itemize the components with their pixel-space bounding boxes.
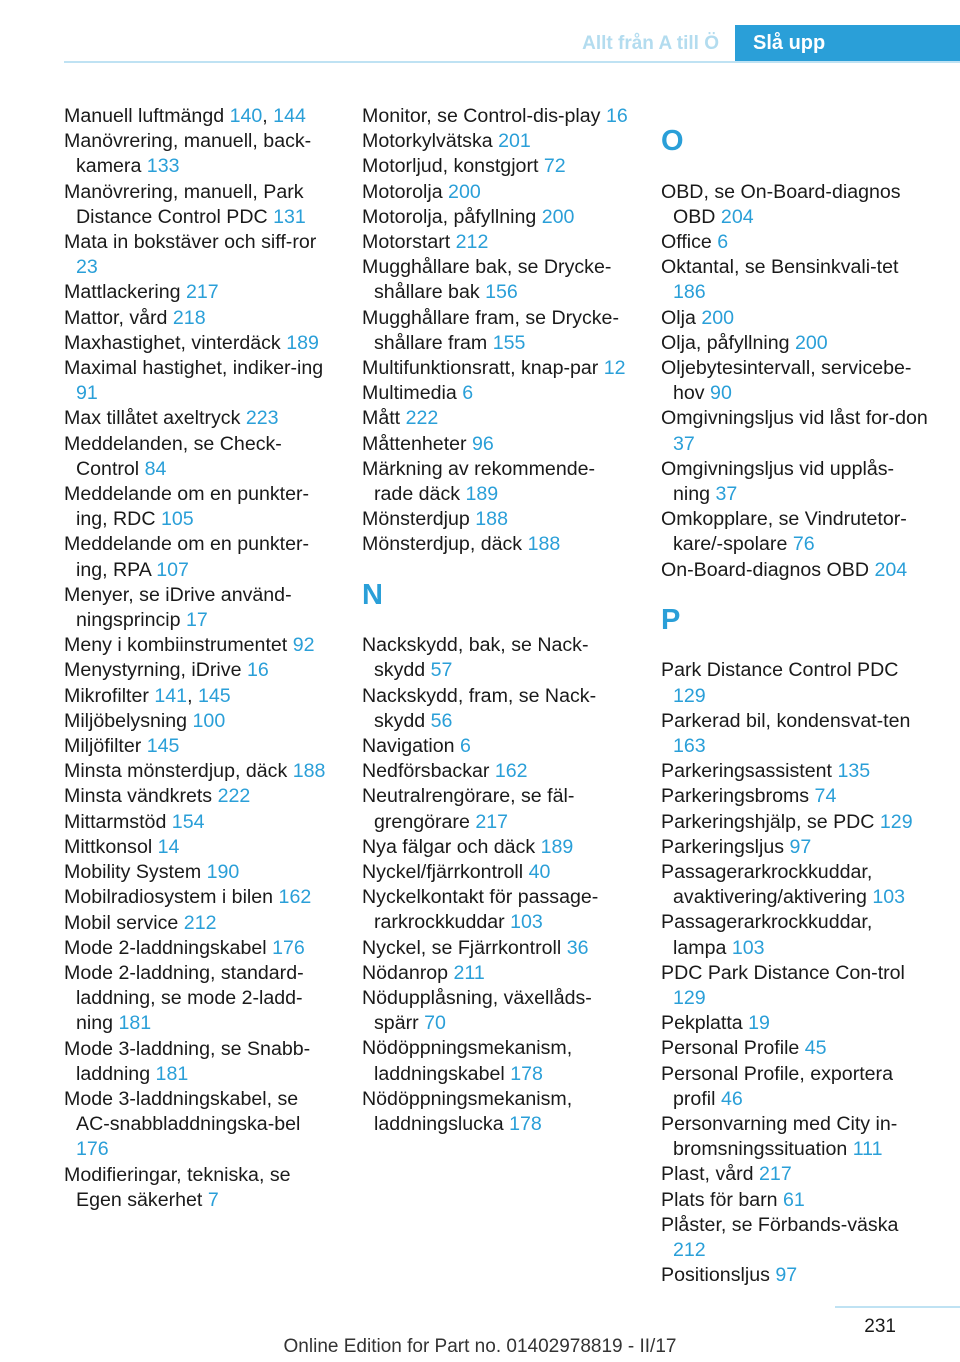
page-link[interactable]: 189 xyxy=(540,835,574,858)
page-link[interactable]: 140 xyxy=(229,105,263,127)
index-entry xyxy=(64,406,334,431)
index-entry xyxy=(661,910,931,960)
index-term: Mobil service xyxy=(64,911,179,934)
page-link[interactable]: 57 xyxy=(430,659,453,682)
index-entry xyxy=(64,961,334,1037)
page-link[interactable]: 90 xyxy=(710,382,732,405)
index-entry xyxy=(661,961,931,1011)
index-term: Motorljud, konstgjort xyxy=(362,155,539,178)
page-link[interactable]: 162 xyxy=(494,760,528,783)
index-term: Nödanrop xyxy=(362,961,449,984)
page-link[interactable]: 105 xyxy=(160,508,194,531)
index-entry xyxy=(661,759,931,784)
index-term: Nödupplåsning, växellåds-spärr xyxy=(362,987,592,1035)
page-link[interactable]: 181 xyxy=(118,1012,152,1035)
page-link[interactable]: 61 xyxy=(782,1188,805,1211)
header-rule xyxy=(64,61,960,63)
index-term: Märkning av rekommende-rade däck xyxy=(362,457,596,506)
index-entry xyxy=(362,784,632,834)
page-link[interactable]: 72 xyxy=(543,155,566,178)
page-link[interactable]: 212 xyxy=(673,1239,706,1262)
index-entry xyxy=(64,532,334,582)
section-title[interactable]: Allt från A till Ö xyxy=(566,25,735,62)
index-term: Måttenheter xyxy=(362,432,467,455)
index-entry xyxy=(64,180,334,230)
page-link[interactable]: 188 xyxy=(527,533,561,556)
index-entry xyxy=(661,784,931,809)
page-link[interactable]: 111 xyxy=(852,1138,883,1161)
page-link[interactable]: 222 xyxy=(405,407,439,430)
page-link[interactable]: 45 xyxy=(804,1037,827,1060)
index-term: Olja xyxy=(661,306,696,329)
page-link[interactable]: 200 xyxy=(794,331,828,354)
index-entry xyxy=(661,1188,931,1213)
index-entry xyxy=(661,507,931,557)
index-entry xyxy=(362,961,632,986)
index-entry xyxy=(64,356,334,406)
index-term: Nödöppningsmekanism, laddningskabel xyxy=(362,1037,573,1085)
page-number: 231 xyxy=(864,1316,896,1337)
page-link[interactable]: 129 xyxy=(879,810,913,833)
index-entry xyxy=(64,230,334,280)
page-link[interactable]: 162 xyxy=(278,886,312,909)
index-term: Max tillåtet axeltryck xyxy=(64,407,241,430)
index-term: Personal Profile xyxy=(661,1037,800,1060)
index-term: Nedförsbackar xyxy=(362,760,490,783)
page-link[interactable]: 163 xyxy=(673,735,706,758)
index-term: Nyckel, se Fjärrkontroll xyxy=(362,936,562,959)
index-term: Navigation xyxy=(362,735,455,758)
page-link[interactable]: 103 xyxy=(731,936,765,959)
page-link[interactable]: 37 xyxy=(715,483,738,506)
index-term: Miljöbelysning xyxy=(64,709,188,732)
index-entry xyxy=(64,885,334,910)
index-entry xyxy=(661,558,931,583)
index-term: Oljebytesintervall, servicebe-hov xyxy=(661,357,912,405)
index-entry xyxy=(64,759,334,784)
index-entry xyxy=(661,1213,931,1263)
index-term: Passagerarkrockkuddar, avaktivering/aktivering xyxy=(661,861,873,909)
index-term: On-Board-diagnos OBD xyxy=(661,558,870,581)
index-entry xyxy=(362,154,632,179)
index-term: Meddelande om en punkter-ing, RPA xyxy=(64,533,310,581)
index-term: Manövrering, manuell, back-kamera xyxy=(64,130,312,178)
index-term: Parkeringshjälp, se PDC xyxy=(661,810,875,833)
index-term: Mode 3-laddning, se Snabb-laddning xyxy=(64,1037,311,1085)
page-link[interactable]: 223 xyxy=(245,407,279,430)
index-entry xyxy=(362,306,632,356)
index-entry xyxy=(661,835,931,860)
index-term: Passagerarkrockkuddar, lampa xyxy=(661,911,873,959)
page-link[interactable]: 16 xyxy=(246,659,269,682)
index-term: Oktantal, se Bensinkvali-tet xyxy=(661,256,899,279)
index-term: Mittkonsol xyxy=(64,835,153,858)
index-entry xyxy=(362,759,632,784)
index-entry xyxy=(64,482,334,532)
index-entry xyxy=(362,205,632,230)
page-link[interactable]: 135 xyxy=(837,760,871,783)
index-entry xyxy=(64,432,334,482)
index-term: Motorkylvätska xyxy=(362,130,493,153)
index-term: Plats för barn xyxy=(661,1188,778,1211)
index-term: Nödöppningsmekanism, laddningslucka xyxy=(362,1087,573,1136)
index-term: Mugghållare fram, se Drycke-shållare fram xyxy=(362,306,619,354)
page-link[interactable]: 56 xyxy=(430,709,453,732)
page-link[interactable]: 217 xyxy=(759,1163,792,1186)
index-entry xyxy=(362,356,632,381)
index-term: Parkeringsbroms xyxy=(661,785,810,808)
page-link[interactable]: 37 xyxy=(673,432,695,455)
page-link[interactable]: 6 xyxy=(460,735,471,758)
page-link[interactable]: 7 xyxy=(207,1188,219,1211)
index-entry xyxy=(362,129,632,154)
page-link[interactable]: 188 xyxy=(475,508,508,531)
index-term: Omgivningsljus vid låst for-don xyxy=(661,407,928,430)
index-term: OBD, se On-Board-diagnos OBD xyxy=(661,180,901,228)
active-tab[interactable]: Slå upp xyxy=(735,25,960,62)
page-link[interactable]: 129 xyxy=(673,987,706,1010)
index-entry xyxy=(661,255,931,305)
index-entry xyxy=(362,180,632,205)
index-entry xyxy=(362,885,632,935)
index-entry xyxy=(661,331,931,356)
index-term: Positionsljus xyxy=(661,1264,770,1287)
index-entry: Mikrofilter 141, 145 xyxy=(64,684,231,707)
index-term: Mode 2-laddning, standard-laddning, se mode 2-ladd-ning xyxy=(64,961,304,1035)
index-entry xyxy=(64,810,334,835)
page-link[interactable]: 186 xyxy=(673,281,706,304)
index-entry xyxy=(64,860,334,885)
index-entry xyxy=(362,230,632,255)
index-entry xyxy=(64,583,334,633)
index-letter: N xyxy=(362,578,383,611)
page-link[interactable]: 155 xyxy=(492,331,526,354)
index-term: Nackskydd, fram, se Nack-skydd xyxy=(362,684,597,732)
index-entry xyxy=(64,633,334,658)
index-term: Meddelanden, se Check-Control xyxy=(64,432,282,480)
page-link[interactable]: 92 xyxy=(292,634,315,657)
index-entry xyxy=(661,810,931,835)
index-term: Olja, påfyllning xyxy=(661,331,790,354)
page-link[interactable]: 133 xyxy=(146,155,180,178)
page-link[interactable]: 176 xyxy=(76,1138,109,1161)
index-term: Mittarmstöd xyxy=(64,810,167,833)
index-term: Modifieringar, tekniska, se Egen säkerhet xyxy=(64,1163,291,1211)
page-link[interactable]: 129 xyxy=(673,684,706,707)
index-entry xyxy=(362,406,632,431)
index-term: Mönsterdjup xyxy=(362,508,470,531)
page-link[interactable]: 145 xyxy=(146,735,180,758)
index-term: Multimedia xyxy=(362,382,457,405)
index-term: Pekplatta xyxy=(661,1012,743,1035)
index-entry xyxy=(64,306,334,331)
index-entry xyxy=(661,1062,931,1112)
index-term: Menyer, se iDrive använd-ningsprincip xyxy=(64,583,292,632)
index-term: Manövrering, manuell, Park Distance Control PDC xyxy=(64,180,304,228)
page-link[interactable]: 19 xyxy=(748,1012,770,1035)
index-term: Motorstart xyxy=(362,231,451,254)
index-entry xyxy=(362,1087,632,1137)
index-column-2 xyxy=(362,104,632,1137)
page-link[interactable]: 97 xyxy=(775,1264,798,1287)
index-entry xyxy=(362,734,632,759)
index-entry xyxy=(362,104,632,129)
index-column-1 xyxy=(64,104,334,1213)
index-term: Nyckelkontakt för passage-rarkrockkuddar xyxy=(362,886,599,934)
page-link[interactable]: 70 xyxy=(424,1012,446,1035)
page-link[interactable]: 84 xyxy=(144,457,167,480)
index-entry xyxy=(661,658,931,708)
index-term: Nya fälgar och däck xyxy=(362,835,536,858)
index-entry xyxy=(64,129,334,179)
index-entry xyxy=(661,180,931,230)
index-entry xyxy=(362,532,632,557)
page-link[interactable]: 211 xyxy=(453,961,485,984)
index-term: Minsta vändkrets xyxy=(64,785,213,808)
index-entry xyxy=(661,230,931,255)
index-entry xyxy=(661,356,931,406)
index-term: Mugghållare bak, se Drycke-shållare bak xyxy=(362,256,612,304)
index-entry xyxy=(64,936,334,961)
page-link[interactable]: 204 xyxy=(720,205,754,228)
index-term: Parkerad bil, kondensvat-ten xyxy=(661,709,911,732)
page-link[interactable]: 154 xyxy=(171,810,205,833)
index-entry xyxy=(661,1162,931,1187)
index-term: Mode 3-laddningskabel, se AC-snabbladdningska-bel xyxy=(64,1087,301,1136)
page-link[interactable]: 189 xyxy=(465,483,499,506)
index-term: Office xyxy=(661,230,712,253)
index-entry xyxy=(661,1263,931,1288)
index-entry xyxy=(64,734,334,759)
footer-rule xyxy=(835,1306,960,1308)
page-link[interactable]: 96 xyxy=(472,432,494,455)
page-link[interactable]: 76 xyxy=(792,533,815,556)
index-entry xyxy=(64,1037,334,1087)
index-term: Plåster, se Förbands-väska xyxy=(661,1213,899,1236)
index-term: Mode 2-laddningskabel xyxy=(64,936,267,959)
page-link[interactable]: 17 xyxy=(186,609,208,632)
page-link[interactable]: 46 xyxy=(720,1087,743,1110)
index-term: Maximal hastighet, indiker-ing xyxy=(64,357,324,380)
index-term: Meny i kombiinstrumentet xyxy=(64,634,288,657)
page-link[interactable]: 188 xyxy=(292,760,326,783)
index-entry xyxy=(64,658,334,683)
index-entry xyxy=(661,1036,931,1061)
page-link[interactable]: 217 xyxy=(475,810,509,833)
index-term: Mattor, vård xyxy=(64,306,168,329)
page-link[interactable]: 145 xyxy=(197,684,231,707)
index-letter: O xyxy=(661,125,684,158)
index-entry xyxy=(362,936,632,961)
index-entry xyxy=(362,255,632,305)
page-link[interactable]: 36 xyxy=(566,936,589,959)
page-link[interactable]: 131 xyxy=(273,205,306,228)
index-entry xyxy=(362,432,632,457)
page-link[interactable]: 218 xyxy=(172,306,206,329)
page-link[interactable]: 12 xyxy=(603,357,626,380)
page-link[interactable]: 100 xyxy=(192,709,226,732)
header-tabs xyxy=(566,25,960,62)
index-column-3 xyxy=(661,104,931,1288)
page-link[interactable]: 176 xyxy=(272,936,305,959)
page-link[interactable]: 212 xyxy=(183,911,217,934)
index-term: Personvarning med City in-bromsningssituation xyxy=(661,1113,898,1161)
page-link[interactable]: 200 xyxy=(541,205,575,228)
index-entry xyxy=(362,507,632,532)
page-link[interactable]: 97 xyxy=(789,835,812,858)
index-term: Parkeringsljus xyxy=(661,835,785,858)
index-entry xyxy=(362,986,632,1036)
page-link[interactable]: 178 xyxy=(510,1062,543,1085)
index-term: Personal Profile, exportera profil xyxy=(661,1062,893,1110)
index-entry xyxy=(362,633,632,683)
index-term: Mobilradiosystem i bilen xyxy=(64,886,274,909)
page-link[interactable]: 6 xyxy=(462,382,474,405)
index-entry xyxy=(362,860,632,885)
index-term: Miljöfilter xyxy=(64,735,142,758)
index-term: Maxhastighet, vinterdäck xyxy=(64,331,281,354)
index-entry xyxy=(661,709,931,759)
page-link[interactable]: 23 xyxy=(76,256,98,279)
page-link[interactable]: 217 xyxy=(185,281,219,304)
page-link[interactable]: 190 xyxy=(206,861,240,884)
index-entry xyxy=(362,835,632,860)
index-entry: Manuell luftmängd 140, 144 xyxy=(64,105,306,127)
index-entry xyxy=(661,1011,931,1036)
page-link[interactable]: 107 xyxy=(156,558,189,581)
page-link[interactable]: 74 xyxy=(814,785,837,808)
page-link[interactable]: 181 xyxy=(155,1062,189,1085)
index-term: Omgivningsljus vid upplås-ning xyxy=(661,457,895,506)
index-entry xyxy=(661,406,931,456)
index-entry xyxy=(661,306,931,331)
index-entry xyxy=(362,457,632,507)
index-term: Plast, vård xyxy=(661,1163,754,1186)
page-link[interactable]: 189 xyxy=(286,331,319,354)
page-link[interactable]: 91 xyxy=(76,382,98,405)
page-link[interactable]: 6 xyxy=(717,230,729,253)
index-term: PDC Park Distance Con-trol xyxy=(661,961,905,984)
page-link[interactable]: 16 xyxy=(605,105,628,127)
index-entry xyxy=(64,280,334,305)
page-link[interactable]: 178 xyxy=(509,1113,542,1136)
index-term: Motorolja xyxy=(362,180,443,203)
index-term: Nackskydd, bak, se Nack-skydd xyxy=(362,634,589,682)
page-link[interactable]: 201 xyxy=(498,130,531,153)
page-link[interactable]: 204 xyxy=(874,558,908,581)
index-term: Omkopplare, se Vindrutetor-kare/-spolare xyxy=(661,508,907,556)
page-link[interactable]: 141 xyxy=(154,684,188,707)
page-link[interactable]: 222 xyxy=(217,785,251,808)
index-entry xyxy=(661,1112,931,1162)
index-entry xyxy=(64,1087,334,1163)
page-link[interactable]: 40 xyxy=(528,861,551,884)
page-link[interactable]: 14 xyxy=(157,835,180,858)
index-term: Parkeringsassistent xyxy=(661,760,832,783)
page-link[interactable]: 212 xyxy=(455,231,489,254)
index-term: Meddelande om en punkter-ing, RDC xyxy=(64,483,310,531)
index-term: Multifunktionsratt, knap-par xyxy=(362,357,599,380)
index-entry xyxy=(64,331,334,356)
index-term: Minsta mönsterdjup, däck xyxy=(64,760,288,783)
page-link[interactable]: 200 xyxy=(701,306,735,329)
page-link[interactable]: 103 xyxy=(872,886,906,909)
index-entry xyxy=(661,457,931,507)
page-link[interactable]: 103 xyxy=(510,911,543,934)
index-term: Menystyrning, iDrive xyxy=(64,659,242,682)
index-term: Mattlackering xyxy=(64,281,181,304)
index-letter: P xyxy=(661,604,681,637)
index-entry xyxy=(661,860,931,910)
index-entry xyxy=(362,684,632,734)
index-term: Motorolja, påfyllning xyxy=(362,205,537,228)
index-entry xyxy=(362,1036,632,1086)
index-entry xyxy=(64,911,334,936)
index-term: Mikrofilter xyxy=(64,684,149,707)
index-term: Nyckel/fjärrkontroll xyxy=(362,861,524,884)
index-entry xyxy=(64,835,334,860)
index-entry xyxy=(362,381,632,406)
index-term: Mått xyxy=(362,407,401,430)
index-term: Mata in bokstäver och siff-ror xyxy=(64,231,317,254)
index-entry xyxy=(64,709,334,734)
index-term: Monitor, se Control-dis-play xyxy=(362,105,601,127)
page-link[interactable]: 156 xyxy=(485,281,518,304)
index-term: Manuell luftmängd xyxy=(64,105,225,127)
index-term: Mönsterdjup, däck xyxy=(362,533,523,556)
index-term: Park Distance Control PDC xyxy=(661,659,899,682)
index-entry xyxy=(64,1163,334,1213)
page-link[interactable]: 200 xyxy=(448,180,481,203)
page-link[interactable]: 144 xyxy=(273,105,306,127)
index-entry xyxy=(64,784,334,809)
index-term: Mobility System xyxy=(64,861,202,884)
edition-footer: Online Edition for Part no. 01402978819 - II/17 xyxy=(283,1336,677,1357)
index-term: Neutralrengörare, se fäl-grengörare xyxy=(362,785,575,833)
